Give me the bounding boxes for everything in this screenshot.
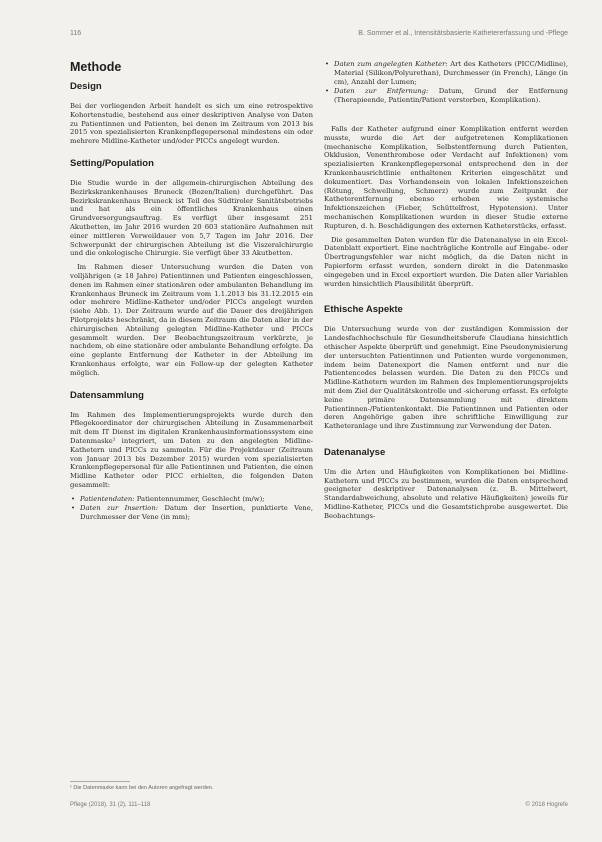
right-column xyxy=(324,60,568,526)
running-title: B. Sommer et al., Intensitätsbasierte Kathetererfassung und -Pflege xyxy=(358,30,568,37)
footnote: ¹ Die Datenmaske kann bei den Autoren angefragt werden. xyxy=(70,781,130,791)
datensammlung-heading: Datensammlung xyxy=(70,389,144,401)
complications-paragraph: Falls der Katheter aufgrund einer Komplikation entfernt werden musste, wurde die Art der aufgetretenen Komplikationen (mechanische Komplikation, Selbstentfernung durch Patienten, Okklusion, Venenthrombose oder Verdacht auf Infektionen) vom spezialisierten Krankenpflegepersonal entsprechend den in der Krankenhausrichtlinie enthaltenen Kriterien eingeschätzt und dokumentiert. Das Vorhandensein von lokalen Infektionszeichen (Rötung, Schwellung, Schmerz) wurde zum Zeitpunkt der Katheterentfernung ebenso erhoben wie systemische Infektionszeichen (Fieber, Schüttelfrost, Hypotension). Unter mechanischen Komplikationen wurden in dieser Studie externe Rupturen, d. h. Beschädigungen des externen Katheterstücks, erfasst. xyxy=(324,124,568,230)
list-item: • Daten zur Insertion: Datum der Insertion, punktierte Vene, Durchmesser der Vene (in mm); xyxy=(80,504,313,522)
list-item: • Daten zur Entfernung: Datum, Grund der Entfernung (Therapieende, Patientin/Patient verstorben, Komplikation). xyxy=(334,87,568,105)
setting-paragraph-2: Im Rahmen dieser Untersuchung wurden die Daten von volljährigen (≥ 18 Jahre) Patientinnen und Patienten eingeschlossen, denen im Rahmen einer stationären oder ambulanten Behandlung im Krankenhaus Bruneck im Zeitraum vom 1.1.2013 bis 31.12.2015 ein oder mehrere Midline-Katheter und/oder PICCs angelegt wurden (siehe Abb. 1). Der Zeitraum wurde auf die Dauer des dreijährigen Pilotprojekts beschränkt, da in diesem Zeitraum die Daten aller in der chirurgischen Abteilung gelegten Midline-Katheter und PICCs gesammelt wurden. Der Beobachtungszeitraum verkürzte, je nachdem, ob eine stationäre oder ambulante Behandlung erfolgte. Da eine geplante Entfernung der Katheter in der Abteilung im Krankenhaus erfolgte, war ein Follow-up der gelegten Katheter möglich. xyxy=(70,263,313,377)
setting-heading: Setting/Population xyxy=(70,157,154,169)
list-item: • Patientendaten: Patientennummer, Geschlecht (m/w); xyxy=(80,495,313,504)
list-item: • Daten zum angelegten Katheter: Art des Katheters (PICC/Midline), Material (Silikon/Polyurethan), Durchmesser (in French), Länge (in cm), Anzahl der Lumen; xyxy=(334,60,568,86)
setting-paragraph-1: Die Studie wurde in der allgemein-chirurgischen Abteilung des Bezirkskrankenhauses Bruneck (Bozen/Italien) durchgeführt. Das Bezirkskrankenhaus Bruneck ist Teil des Südtiroler Sanitätsbetriebs und hat als ein öffentliches Krankenhaus einen Grundversorgungsauftrag. Es verfügt über insgesamt 251 Akutbetten, im Jahr 2016 wurden 20 603 stationäre Aufnahmen mit einer mittleren Verweildauer von 5,7 Tagen im Jahr 2016. Der Schwerpunkt der chirurgischen Abteilung ist die Viszeralchirurgie und die onkologische Chirurgie. Sie verfügt über 33 Akutbetten. xyxy=(70,178,313,258)
design-heading: Design xyxy=(70,81,102,92)
copyright: © 2018 Hogrefe xyxy=(525,802,568,808)
left-column xyxy=(70,60,313,527)
datensammlung-list-continued xyxy=(324,60,568,105)
ethik-paragraph: Die Untersuchung wurde von der zuständigen Kommission der Landesfachhochschule für Gesundheitsberufe Claudiana hinsichtlich ethischer Aspekte überprüft und genehmigt. Eine Pseudonymisierung der untersuchten Patientinnen und Patienten wurde vorgenommen, indem beim Datenexport die Namen entfernt und nur die Patientencodes belassen wurden. Die Daten zu den PICCs und Midline-Kathetern wurden im Rahmen des Implementierungsprojekts mit dem Ziel der Qualitätskontrolle und -sicherung erfasst. Es erfolgte keine primäre Datensammlung mit direktem Patientinnen-/Patientenkontakt. Die Patientinnen und Patienten oder deren Angehörige gaben ihre schriftliche Einwilligung zur Katheteranlage und ihre Zustimmung zur Verwendung der Daten. xyxy=(324,325,568,431)
ethik-heading: Ethische Aspekte xyxy=(324,304,403,316)
section-title: Methode xyxy=(70,60,122,74)
journal-citation: Pflege (2018), 31 (2), 111–118 xyxy=(70,802,151,808)
page-number: 116 xyxy=(70,30,82,37)
design-paragraph: Bei der vorliegenden Arbeit handelt es sich um eine retrospektive Kohortenstudie, bestehend aus einer deskriptiven Analyse von Daten zu Patientinnen und Patienten, bei denen im Zeitraum von 2013 bis 2015 von spezialisierten Krankenpflegepersonal mindestens ein oder mehrere Midline-Katheter und/oder PICCs angelegt wurden. xyxy=(70,102,313,146)
analyse-paragraph: Um die Arten und Häufigkeiten von Komplikationen bei Midline-Kathetern und PICCs zu bestimmen, wurden die Daten entsprechend geeigneter deskriptiver Datenanalysen (z. B. Mittelwert, Standardabweichung, absolute und relative Häufigkeiten) jeweils für Midline-Katheter, PICCs und die Gesamtstichprobe ausgewertet. Die Beobachtungs- xyxy=(324,467,568,520)
datensammlung-list xyxy=(70,495,313,522)
datensammlung-paragraph: Im Rahmen des Implementierungsprojekts wurde durch den Pflegekoordinator der chirurgischen Abteilung in Zusammenarbeit mit dem IT Dienst im digitalen Krankenhausinformationssystem eine Datenmaske¹ integriert, um Daten zu den angelegten Midline-Kathetern und PICCs zu sammeln. Für die Projektdauer (Zeitraum von Januar 2013 bis Dezember 2015) wurden vom spezialisierten Krankenpflegepersonal für alle Patientinnen und Patienten, die einen Midline Katheter oder PICC erhielten, die folgenden Daten gesammelt: xyxy=(70,410,313,489)
export-paragraph: Die gesammelten Daten wurden für die Datenanalyse in ein Excel-Datenblatt exportiert. Eine nachträgliche Kontrolle auf Eingabe- oder Übertragungsfehler war nicht möglich, da die Daten nicht in Papierform erfasst wurden, sondern direkt in die Datenmaske eingegeben und in Excel exportiert wurden. Die Daten aller Variablen wurden hinsichtlich Plausibilität überprüft. xyxy=(324,235,568,288)
analyse-heading: Datenanalyse xyxy=(324,446,386,458)
